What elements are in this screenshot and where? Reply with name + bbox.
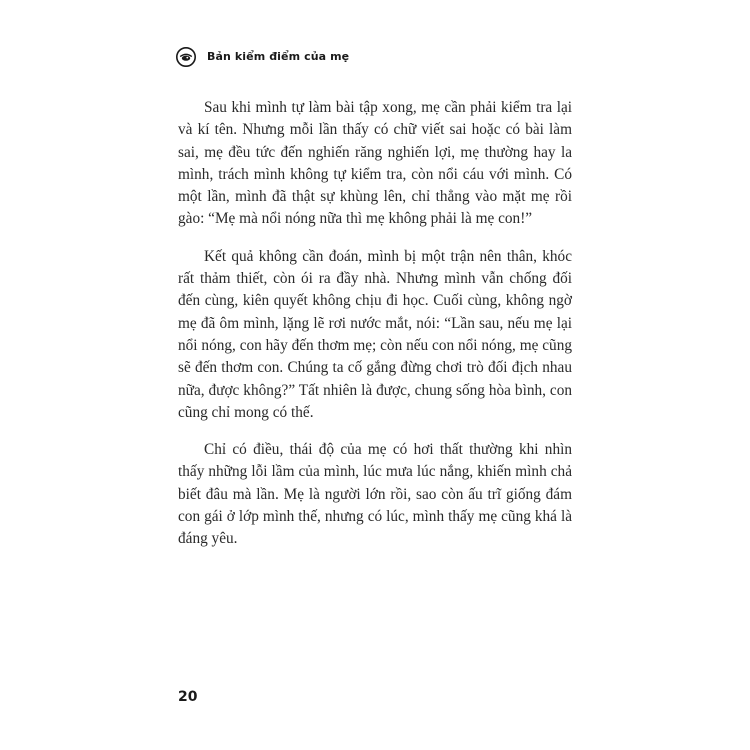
- eye-face-icon: [175, 46, 197, 68]
- paragraph: Chỉ có điều, thái độ của mẹ có hơi thất thường khi nhìn thấy những lỗi lầm của mình, lúc mưa lúc nắng, khiến mình chả biết đâu mà lần. Mẹ là người lớn rồi, sao còn ấu trĩ giống đám con gái ở lớp mình thế, nhưng có lúc, mình thấy mẹ cũng khá là đáng yêu.: [178, 441, 572, 548]
- chapter-title: Bản kiểm điểm của mẹ: [207, 50, 350, 63]
- running-header: [175, 46, 349, 68]
- paragraph: Kết quả không cần đoán, mình bị một trận nên thân, khóc rất thảm thiết, còn ói ra đầy nhà. Nhưng mình vẫn chống đối đến cùng, kiên quyết không chịu đi học. Cuối cùng, không ngờ mẹ đã ôm mình, lặng lẽ rơi nước mắt, nói: “Lần sau, nếu mẹ lại nổi nóng, con hãy đến thơm mẹ; còn nếu con nổi nóng, mẹ cũng sẽ đến thơm con. Chúng ta cố gắng đừng chơi trò đối địch nhau nữa, được không?” Tất nhiên là được, chung sống hòa bình, con cũng chỉ mong có thế.: [178, 247, 572, 421]
- body-text: [178, 97, 572, 566]
- page-number: 20: [178, 689, 198, 705]
- paragraph: Sau khi mình tự làm bài tập xong, mẹ cần phải kiểm tra lại và kí tên. Nhưng mỗi lần thấy có chữ viết sai hoặc có bài làm sai, mẹ đều tức đến nghiến răng nghiến lợi, mẹ thường hay la mình, trách mình không tự kiểm tra, còn nổi cáu với mình. Có một lần, mình đã thật sự khùng lên, chỉ thẳng vào mặt mẹ rồi gào: “Mẹ mà nổi nóng nữa thì mẹ không phải là mẹ con!”: [178, 99, 572, 228]
